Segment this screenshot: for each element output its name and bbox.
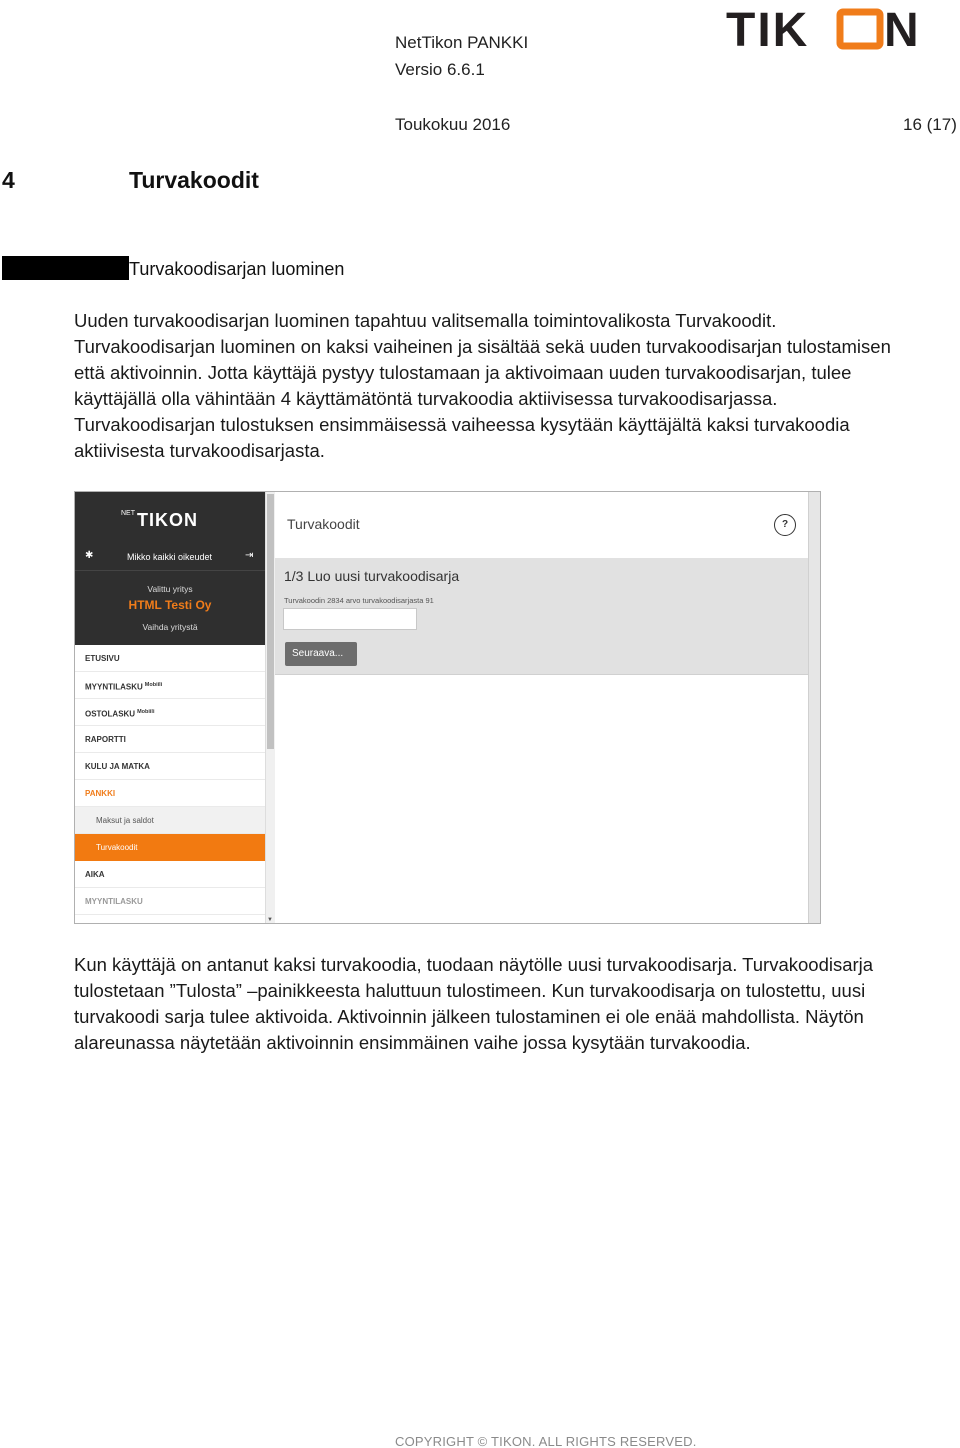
menu-item-pankki[interactable] [75,780,265,807]
selected-company: HTML Testi Oy [128,598,212,612]
text-line: Kun käyttäjä on antanut kaksi turvakoodia, tuodaan näytölle uusi turvakoodisarja. Turvakoodisarja [74,954,874,975]
user-name[interactable]: Mikko kaikki oikeudet [127,552,213,562]
menu-label: MYYNTILASKU [85,682,143,692]
text-line: että aktivoinnin. Jotta käyttäjä pystyy tulostamaan ja aktivoimaan uuden turvakoodisarjan, tulee [74,362,852,383]
help-button[interactable]: ? [774,514,796,536]
logout-icon[interactable]: ⇥ [245,550,254,561]
menu-item-kulu-ja-matka[interactable] [75,753,265,780]
intro-paragraph [74,308,891,464]
gear-icon[interactable]: ✱ [85,550,94,561]
section-title: Turvakoodit [129,167,259,193]
selected-company-label: Valittu yritys [147,584,193,594]
doc-product-name: NetTikon PANKKI [395,33,529,52]
scroll-down-icon[interactable]: ▼ [267,917,273,923]
svg-text:N: N [884,6,919,50]
sidebar-header [75,492,265,645]
step-title: 1/3 Luo uusi turvakoodisarja [284,568,460,584]
app-screenshot [74,491,821,924]
svg-text:TIK: TIK [726,6,810,50]
menu-label: KULU JA MATKA [85,762,150,771]
menu-item-raportti[interactable] [75,726,265,753]
menu-label: Maksut ja saldot [96,816,154,825]
mobile-badge: Mobiili [144,682,163,688]
doc-date: Toukokuu 2016 [395,115,511,134]
text-line: käyttäjällä olla vähintään 4 käyttämätöntä turvakoodia aktiivisessa turvakoodisarjassa. [74,388,778,409]
sidebar-scrollbar[interactable] [265,492,275,924]
next-button[interactable]: Seuraava... [285,642,357,666]
main-content [275,492,808,924]
step-panel [275,558,808,675]
doc-version: Versio 6.6.1 [395,60,485,79]
menu-label: OSTOLASKU [85,709,136,719]
menu-label: Turvakoodit [96,843,138,852]
step-subtitle: Turvakoodin 2834 arvo turvakoodisarjasta 91 [284,596,434,605]
scrollbar-thumb[interactable] [267,494,274,749]
text-line: turvakoodi sarja tulee aktivoida. Aktivoinnin jälkeen tulostaminen ei ole enää mahdollista. Näytön [74,1006,864,1027]
text-line: Turvakoodisarjan tulostuksen ensimmäisessä vaiheessa kysytään käyttäjältä kaksi turvakoodia [74,414,850,435]
menu-label: AIKA [85,870,105,879]
user-bar [75,547,265,571]
mobile-badge: Mobiili [137,709,155,715]
menu-label: RAPORTTI [85,735,126,744]
menu-item-turvakoodit[interactable] [75,834,265,861]
menu-item-maksut-ja-saldot[interactable] [75,807,265,834]
logo-tikon: TIKON [137,510,198,530]
main-scrollbar[interactable] [808,492,821,924]
menu-item-aika[interactable] [75,861,265,888]
page-title: Turvakoodit [287,516,360,532]
menu-label: ETUSIVU [85,654,120,663]
menu-item-myyntilasku-2[interactable] [75,888,265,915]
doc-page-number: 16 (17) [903,115,957,134]
logo-net: NET [121,510,135,517]
menu-item-etusivu[interactable] [75,645,265,672]
text-line: alareunassa näytetään aktivoinnin ensimmäinen vaihe jossa kysytään turvakoodia. [74,1032,751,1053]
menu-item-myyntilasku[interactable] [75,672,265,699]
sidebar [75,492,265,924]
text-line: tulostetaan ”Tulosta” –painikkeesta haluttuun tulostimeen. Kun turvakoodisarja on tulostettu, uusi [74,980,866,1001]
copyright-footer: COPYRIGHT © TIKON. ALL RIGHTS RESERVED. [395,1434,697,1448]
menu-label: PANKKI [85,789,116,798]
menu-label: MYYNTILASKU [85,897,143,906]
text-line: aktiivisesta turvakoodisarjasta. [74,440,325,461]
nettikon-logo[interactable] [121,510,198,531]
security-code-input[interactable] [283,608,417,630]
text-line: Uuden turvakoodisarjan luominen tapahtuu valitsemalla toimintovalikosta Turvakoodit. [74,310,777,331]
menu-item-ostolasku[interactable] [75,699,265,726]
tikon-logo [726,6,936,50]
change-company-link[interactable]: Vaihda yritystä [142,622,198,632]
redacted-number [2,256,129,280]
outro-paragraph [74,952,873,1056]
section-number: 4 [2,167,15,193]
text-line: Turvakoodisarjan luominen on kaksi vaiheinen ja sisältää sekä uuden turvakoodisarjan tulostamisen [74,336,891,357]
subsection-title: Turvakoodisarjan luominen [129,259,345,279]
